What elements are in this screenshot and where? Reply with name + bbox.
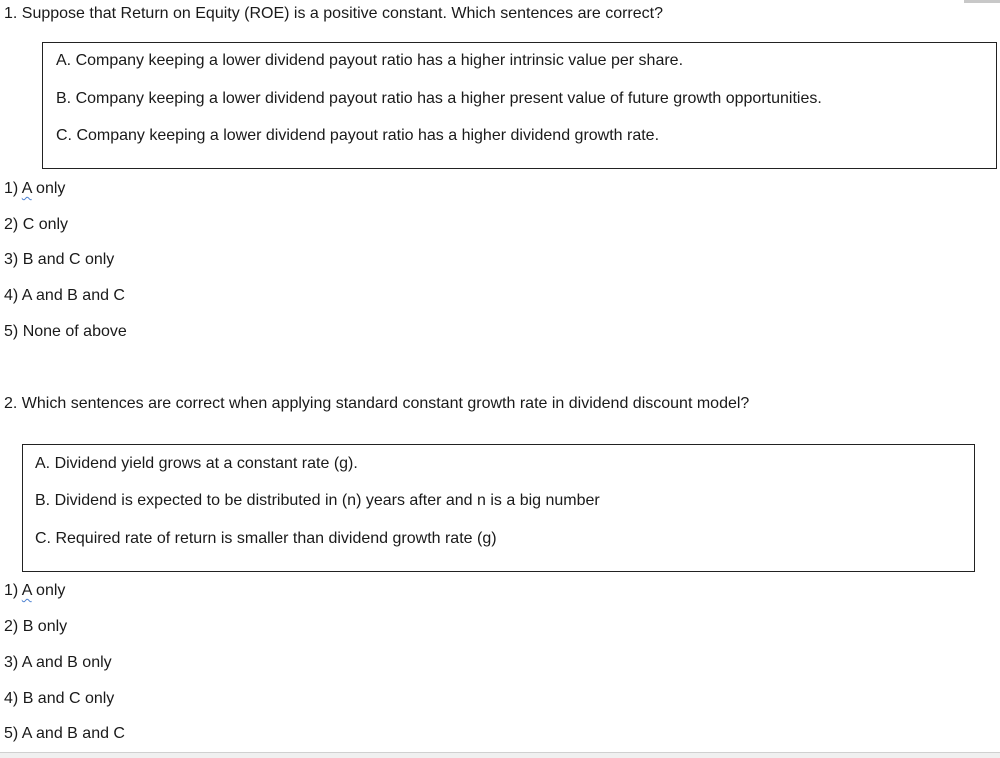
statement-a: A. Company keeping a lower dividend payout ratio has a higher intrinsic value per share. [56,52,684,69]
q2-option-4[interactable] [4,689,114,709]
spellcheck-word: A [21,582,32,599]
option-number: 4) [4,287,19,304]
option-text: only [31,180,66,197]
q1-option-3[interactable] [4,250,114,270]
q2-option-2[interactable] [4,617,67,637]
bottom-divider [0,752,1000,758]
option-text: None of above [22,323,127,340]
q2-option-5[interactable] [4,724,125,744]
option-number: 4) [4,690,19,707]
option-text: A and B and C [21,287,125,304]
q2-option-1[interactable] [4,581,65,601]
q1-option-2[interactable] [4,215,68,235]
option-text: B and C only [22,251,115,268]
statement-b: B. Company keeping a lower dividend payout ratio has a higher present value of future growth opportunities. [56,90,822,107]
question-1-statements-box [42,42,997,169]
statement-c: C. Required rate of return is smaller than dividend growth rate (g) [35,530,497,547]
statement-c: C. Company keeping a lower dividend payout ratio has a higher dividend growth rate. [56,127,660,144]
question-2-title: 2. Which sentences are correct when applying standard constant growth rate in dividend discount model? [4,395,750,412]
window-edge [964,0,1000,3]
option-text: B only [22,618,68,635]
option-number: 5) [4,725,19,742]
option-number: 3) [4,654,19,671]
option-number: 1) [4,582,19,599]
option-number: 5) [4,323,19,340]
spellcheck-word: A [21,180,32,197]
statement-b: B. Dividend is expected to be distributed in (n) years after and n is a big number [35,492,600,509]
option-text: A and B only [21,654,112,671]
option-text: B and C only [22,690,115,707]
q1-option-5[interactable] [4,322,127,342]
option-number: 2) [4,618,19,635]
q1-option-4[interactable] [4,286,125,306]
option-number: 2) [4,216,19,233]
q2-option-3[interactable] [4,653,112,673]
option-number: 1) [4,180,19,197]
q1-option-1[interactable] [4,179,65,199]
question-1-title: 1. Suppose that Return on Equity (ROE) is a positive constant. Which sentences are correct? [4,5,663,22]
option-text: only [31,582,66,599]
option-text: A and B and C [21,725,125,742]
option-text: C only [22,216,69,233]
option-number: 3) [4,251,19,268]
statement-a: A. Dividend yield grows at a constant rate (g). [35,455,358,472]
question-2-statements-box [22,444,975,572]
